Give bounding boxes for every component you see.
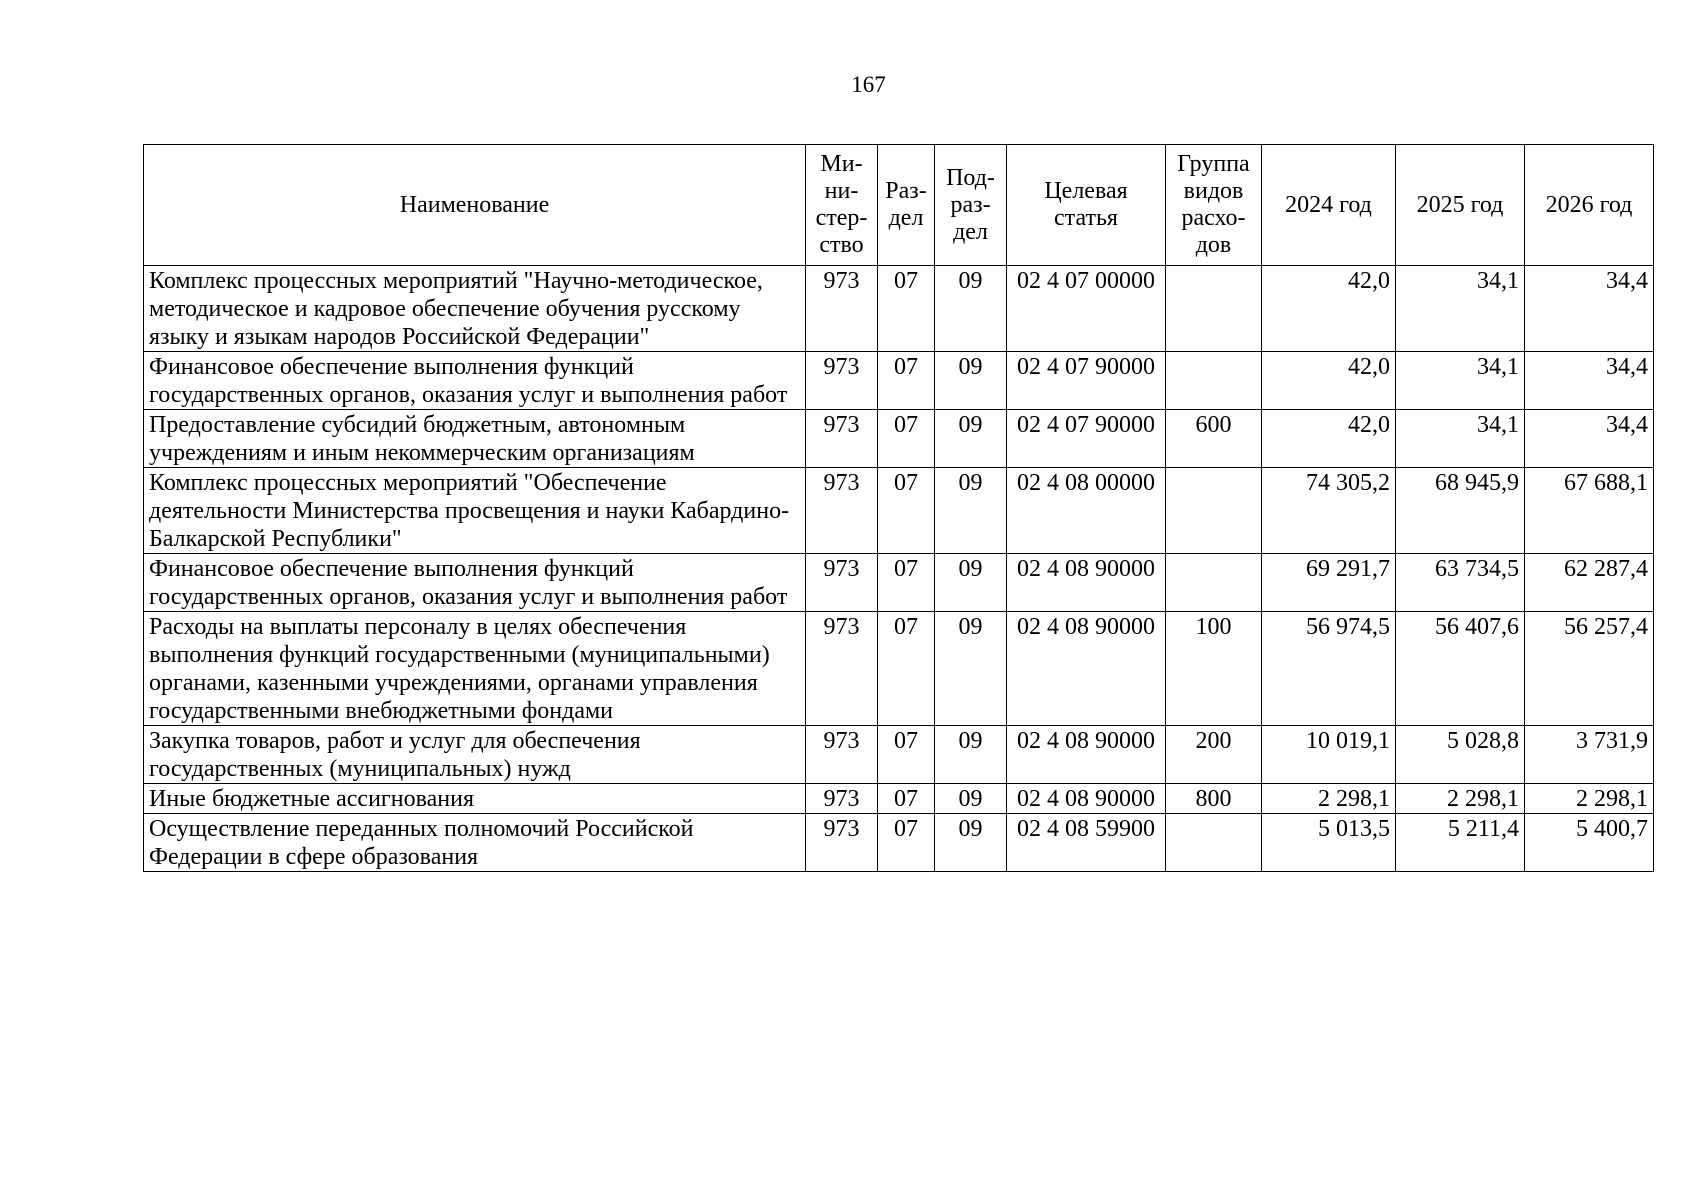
- header-ministry: [806, 145, 878, 266]
- table-row: [144, 814, 1654, 872]
- cell-2025: 5 211,4: [1396, 814, 1525, 872]
- cell-subsection: 09: [935, 784, 1007, 814]
- cell-ministry: 973: [806, 726, 878, 784]
- cell-2025: 63 734,5: [1396, 554, 1525, 612]
- cell-subsection: 09: [935, 410, 1007, 468]
- header-section: [878, 145, 935, 266]
- cell-2026: 34,4: [1525, 352, 1654, 410]
- header-name: Наименование: [144, 145, 806, 266]
- cell-subsection: 09: [935, 352, 1007, 410]
- cell-subsection: 09: [935, 266, 1007, 352]
- cell-group: 600: [1166, 410, 1262, 468]
- cell-target: 02 4 08 00000: [1007, 468, 1166, 554]
- table-row: [144, 726, 1654, 784]
- budget-table: [143, 144, 1654, 872]
- header-subsection: [935, 145, 1007, 266]
- table-row: [144, 612, 1654, 726]
- cell-2026: 56 257,4: [1525, 612, 1654, 726]
- cell-target: 02 4 08 90000: [1007, 784, 1166, 814]
- header-target-line: Целевая: [1044, 178, 1128, 204]
- cell-section: 07: [878, 554, 935, 612]
- cell-target: 02 4 08 90000: [1007, 612, 1166, 726]
- cell-ministry: 973: [806, 814, 878, 872]
- cell-group: [1166, 352, 1262, 410]
- header-group-line: видов: [1183, 178, 1244, 204]
- table-row: [144, 554, 1654, 612]
- header-section-line: Раз-: [885, 178, 927, 204]
- cell-section: 07: [878, 814, 935, 872]
- header-subsection-line: раз-: [950, 191, 991, 218]
- cell-2024: 74 305,2: [1262, 468, 1396, 554]
- header-2026: 2026 год: [1525, 145, 1654, 266]
- header-2025: 2025 год: [1396, 145, 1525, 266]
- cell-group: 100: [1166, 612, 1262, 726]
- cell-2026: 34,4: [1525, 410, 1654, 468]
- cell-subsection: 09: [935, 554, 1007, 612]
- cell-name: Расходы на выплаты персоналу в целях обеспечения выполнения функций государственными (муниципальными) органами, казенными учреждениями, органами управления государственными внебюджетными фондами: [144, 612, 806, 726]
- cell-2025: 34,1: [1396, 266, 1525, 352]
- table-row: [144, 468, 1654, 554]
- header-group-line: Группа: [1177, 151, 1250, 177]
- cell-2024: 42,0: [1262, 266, 1396, 352]
- cell-subsection: 09: [935, 726, 1007, 784]
- cell-2024: 42,0: [1262, 410, 1396, 468]
- cell-name: Финансовое обеспечение выполнения функций государственных органов, оказания услуг и выполнения работ: [144, 554, 806, 612]
- cell-2024: 2 298,1: [1262, 784, 1396, 814]
- cell-2025: 5 028,8: [1396, 726, 1525, 784]
- header-target: [1007, 145, 1166, 266]
- header-ministry-line: стер-: [815, 205, 868, 231]
- cell-2024: 5 013,5: [1262, 814, 1396, 872]
- cell-target: 02 4 07 90000: [1007, 352, 1166, 410]
- cell-ministry: 973: [806, 352, 878, 410]
- cell-ministry: 973: [806, 554, 878, 612]
- cell-name: Закупка товаров, работ и услуг для обеспечения государственных (муниципальных) нужд: [144, 726, 806, 784]
- cell-ministry: 973: [806, 410, 878, 468]
- cell-group: 800: [1166, 784, 1262, 814]
- cell-2024: 42,0: [1262, 352, 1396, 410]
- table-header-row: [144, 145, 1654, 266]
- cell-name: Иные бюджетные ассигнования: [144, 784, 806, 814]
- cell-group: 200: [1166, 726, 1262, 784]
- cell-section: 07: [878, 612, 935, 726]
- cell-2026: 5 400,7: [1525, 814, 1654, 872]
- cell-2025: 34,1: [1396, 410, 1525, 468]
- cell-group: [1166, 266, 1262, 352]
- cell-section: 07: [878, 266, 935, 352]
- cell-group: [1166, 814, 1262, 872]
- cell-2024: 69 291,7: [1262, 554, 1396, 612]
- cell-name: Осуществление переданных полномочий Российской Федерации в сфере образования: [144, 814, 806, 872]
- cell-target: 02 4 07 90000: [1007, 410, 1166, 468]
- header-subsection-line: Под-: [946, 164, 995, 191]
- cell-name: Предоставление субсидий бюджетным, автономным учреждениям и иным некоммерческим организациям: [144, 410, 806, 468]
- table-row: [144, 784, 1654, 814]
- header-ministry-line: Ми-: [820, 151, 863, 177]
- cell-subsection: 09: [935, 612, 1007, 726]
- cell-2026: 67 688,1: [1525, 468, 1654, 554]
- cell-group: [1166, 468, 1262, 554]
- cell-2026: 2 298,1: [1525, 784, 1654, 814]
- cell-target: 02 4 07 00000: [1007, 266, 1166, 352]
- cell-name: Комплекс процессных мероприятий "Обеспечение деятельности Министерства просвещения и науки Кабардино-Балкарской Республики": [144, 468, 806, 554]
- cell-target: 02 4 08 90000: [1007, 554, 1166, 612]
- cell-2025: 68 945,9: [1396, 468, 1525, 554]
- cell-ministry: 973: [806, 612, 878, 726]
- page-number: 167: [851, 72, 886, 97]
- table-row: [144, 410, 1654, 468]
- cell-group: [1166, 554, 1262, 612]
- cell-target: 02 4 08 59900: [1007, 814, 1166, 872]
- cell-2026: 3 731,9: [1525, 726, 1654, 784]
- cell-section: 07: [878, 410, 935, 468]
- cell-2026: 34,4: [1525, 266, 1654, 352]
- cell-section: 07: [878, 726, 935, 784]
- cell-ministry: 973: [806, 784, 878, 814]
- cell-2025: 34,1: [1396, 352, 1525, 410]
- cell-subsection: 09: [935, 814, 1007, 872]
- table-row: [144, 352, 1654, 410]
- cell-name: Финансовое обеспечение выполнения функций государственных органов, оказания услуг и выполнения работ: [144, 352, 806, 410]
- cell-2024: 10 019,1: [1262, 726, 1396, 784]
- cell-name: Комплекс процессных мероприятий "Научно-методическое, методическое и кадровое обеспечение обучения русскому языку и языкам народов Российской Федерации": [144, 266, 806, 352]
- cell-section: 07: [878, 784, 935, 814]
- cell-2025: 56 407,6: [1396, 612, 1525, 726]
- header-section-line: дел: [888, 205, 924, 231]
- cell-2024: 56 974,5: [1262, 612, 1396, 726]
- cell-target: 02 4 08 90000: [1007, 726, 1166, 784]
- cell-2025: 2 298,1: [1396, 784, 1525, 814]
- header-ministry-line: ство: [819, 232, 864, 258]
- header-subsection-line: дел: [953, 218, 988, 245]
- cell-section: 07: [878, 468, 935, 554]
- cell-2026: 62 287,4: [1525, 554, 1654, 612]
- header-2024: 2024 год: [1262, 145, 1396, 266]
- cell-subsection: 09: [935, 468, 1007, 554]
- table-row: [144, 266, 1654, 352]
- header-ministry-line: ни-: [824, 178, 859, 204]
- cell-ministry: 973: [806, 266, 878, 352]
- header-group: [1166, 145, 1262, 266]
- cell-section: 07: [878, 352, 935, 410]
- header-group-line: расхо-: [1181, 205, 1246, 231]
- cell-ministry: 973: [806, 468, 878, 554]
- header-target-line: статья: [1054, 205, 1118, 231]
- header-group-line: дов: [1195, 232, 1232, 258]
